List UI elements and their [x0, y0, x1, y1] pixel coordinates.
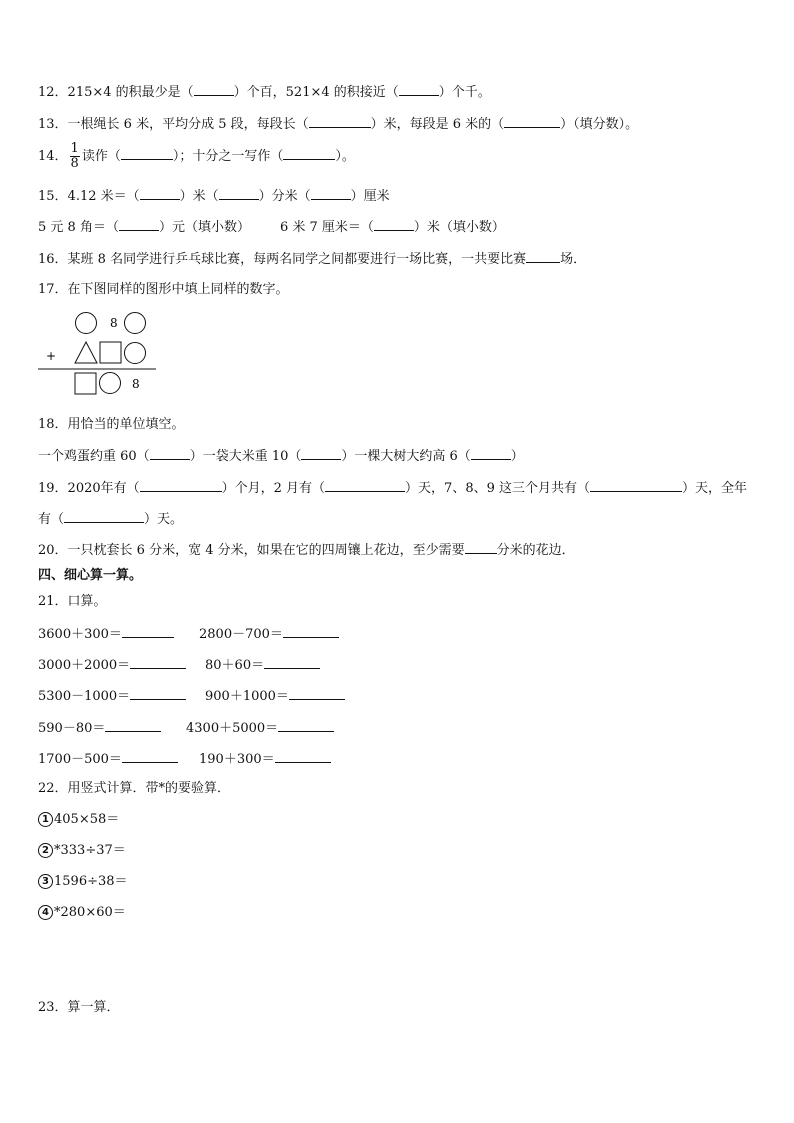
- oral-calc-item: 4300＋5000＝: [186, 718, 334, 738]
- question-12: 12．215×4 的积最少是（ ）个百，521×4 的积接近（ ）个千。: [38, 82, 491, 102]
- answer-blank[interactable]: [590, 478, 682, 492]
- question-13: 13．一根绳长 6 米，平均分成 5 段，每段长（ ）米，每段是 6 米的（ ）（填分数）。: [38, 114, 638, 134]
- triangle-shape[interactable]: [75, 342, 97, 363]
- question-20: 20．一只枕套长 6 分米，宽 4 分米，如果在它的四周镶上花边，至少需要 分米的花边．: [38, 540, 575, 560]
- answer-blank[interactable]: [526, 249, 560, 263]
- question-15-part2: 5 元 8 角＝（ ）元（填小数） 6 米 7 厘米＝（ ）米（填小数）: [38, 217, 505, 237]
- answer-blank[interactable]: [122, 749, 178, 763]
- fraction: $\frac{1}{8}$: [70, 141, 79, 171]
- answer-blank[interactable]: [283, 624, 339, 638]
- oral-calc-item: 5300－1000＝: [38, 686, 186, 706]
- question-15: 15．4.12 米＝（ ）米（ ）分米（ ）厘米: [38, 186, 390, 206]
- question-22: 22．用竖式计算．带*的要验算．: [38, 781, 231, 796]
- circled-number: 4: [38, 905, 53, 920]
- answer-blank[interactable]: [289, 686, 345, 700]
- circle-shape[interactable]: [125, 343, 146, 364]
- question-18: 18．用恰当的单位填空。: [38, 417, 185, 432]
- answer-blank[interactable]: [309, 114, 371, 128]
- square-shape[interactable]: [75, 373, 96, 394]
- answer-blank[interactable]: [399, 82, 439, 96]
- circle-shape[interactable]: [76, 313, 97, 334]
- question-18-part2: 一个鸡蛋约重 60（ ）一袋大米重 10（ ）一棵大树大约高 6（ ）: [38, 446, 524, 466]
- answer-blank[interactable]: [121, 146, 173, 160]
- vertical-calc-item: 3 1596÷38＝: [38, 873, 128, 891]
- answer-blank[interactable]: [275, 749, 331, 763]
- circle-shape[interactable]: [125, 313, 146, 334]
- answer-blank[interactable]: [278, 718, 334, 732]
- answer-blank[interactable]: [150, 446, 190, 460]
- addition-puzzle-figure: [38, 306, 178, 398]
- vertical-calc-item: 2 *333÷37＝: [38, 842, 126, 860]
- answer-blank[interactable]: [374, 217, 414, 231]
- answer-blank[interactable]: [119, 217, 159, 231]
- question-21: 21．口算。: [38, 594, 107, 609]
- square-shape[interactable]: [100, 342, 121, 363]
- oral-calc-item: 80＋60＝: [205, 655, 320, 675]
- question-23: 23．算一算．: [38, 1000, 120, 1015]
- oral-calc-item: 590－80＝: [38, 718, 161, 738]
- answer-blank[interactable]: [140, 478, 222, 492]
- oral-calc-item: 900＋1000＝: [205, 686, 345, 706]
- vertical-calc-item: 4 *280×60＝: [38, 904, 126, 922]
- answer-blank[interactable]: [301, 446, 341, 460]
- answer-blank[interactable]: [140, 186, 180, 200]
- answer-blank[interactable]: [504, 114, 560, 128]
- circled-number: 1: [38, 812, 53, 827]
- circle-shape[interactable]: [100, 373, 121, 394]
- answer-blank[interactable]: [219, 186, 259, 200]
- answer-blank[interactable]: [64, 509, 144, 523]
- answer-blank[interactable]: [471, 446, 511, 460]
- oral-calc-item: 2800－700＝: [199, 624, 339, 644]
- answer-blank[interactable]: [130, 686, 186, 700]
- question-16: 16．某班 8 名同学进行乒乓球比赛，每两名同学之间都要进行一场比赛，一共要比赛 场．: [38, 249, 586, 269]
- answer-blank[interactable]: [264, 655, 320, 669]
- answer-blank[interactable]: [325, 478, 405, 492]
- oral-calc-item: 3600＋300＝: [38, 624, 174, 644]
- question-17: 17．在下图同样的图形中填上同样的数字。: [38, 282, 289, 297]
- oral-calc-item: 3000＋2000＝: [38, 655, 186, 675]
- vertical-calc-item: 1 405×58＝: [38, 811, 119, 829]
- answer-blank[interactable]: [283, 146, 335, 160]
- answer-blank[interactable]: [465, 540, 497, 554]
- oral-calc-item: 1700－500＝: [38, 749, 178, 769]
- section-heading: 四、细心算一算。: [38, 568, 143, 583]
- answer-blank[interactable]: [130, 655, 186, 669]
- answer-blank[interactable]: [105, 718, 161, 732]
- circled-number: 3: [38, 874, 53, 889]
- puzzle-digit: 8: [132, 377, 140, 391]
- plus-sign: +: [46, 349, 57, 363]
- puzzle-digit: 8: [110, 316, 118, 330]
- answer-blank[interactable]: [122, 624, 174, 638]
- oral-calc-item: 190＋300＝: [199, 749, 331, 769]
- question-19: 19．2020年有（ ）个月，2 月有（ ）天，7、8、9 这三个月共有（ ）天，全年: [38, 478, 747, 498]
- question-14: 14． $\frac{1}{8}$ 读作（ ）；十分之一写作（ ）。: [38, 141, 355, 171]
- answer-blank[interactable]: [311, 186, 351, 200]
- question-19-part2: 有（ ）天。: [38, 509, 183, 529]
- answer-blank[interactable]: [194, 82, 234, 96]
- circled-number: 2: [38, 843, 53, 858]
